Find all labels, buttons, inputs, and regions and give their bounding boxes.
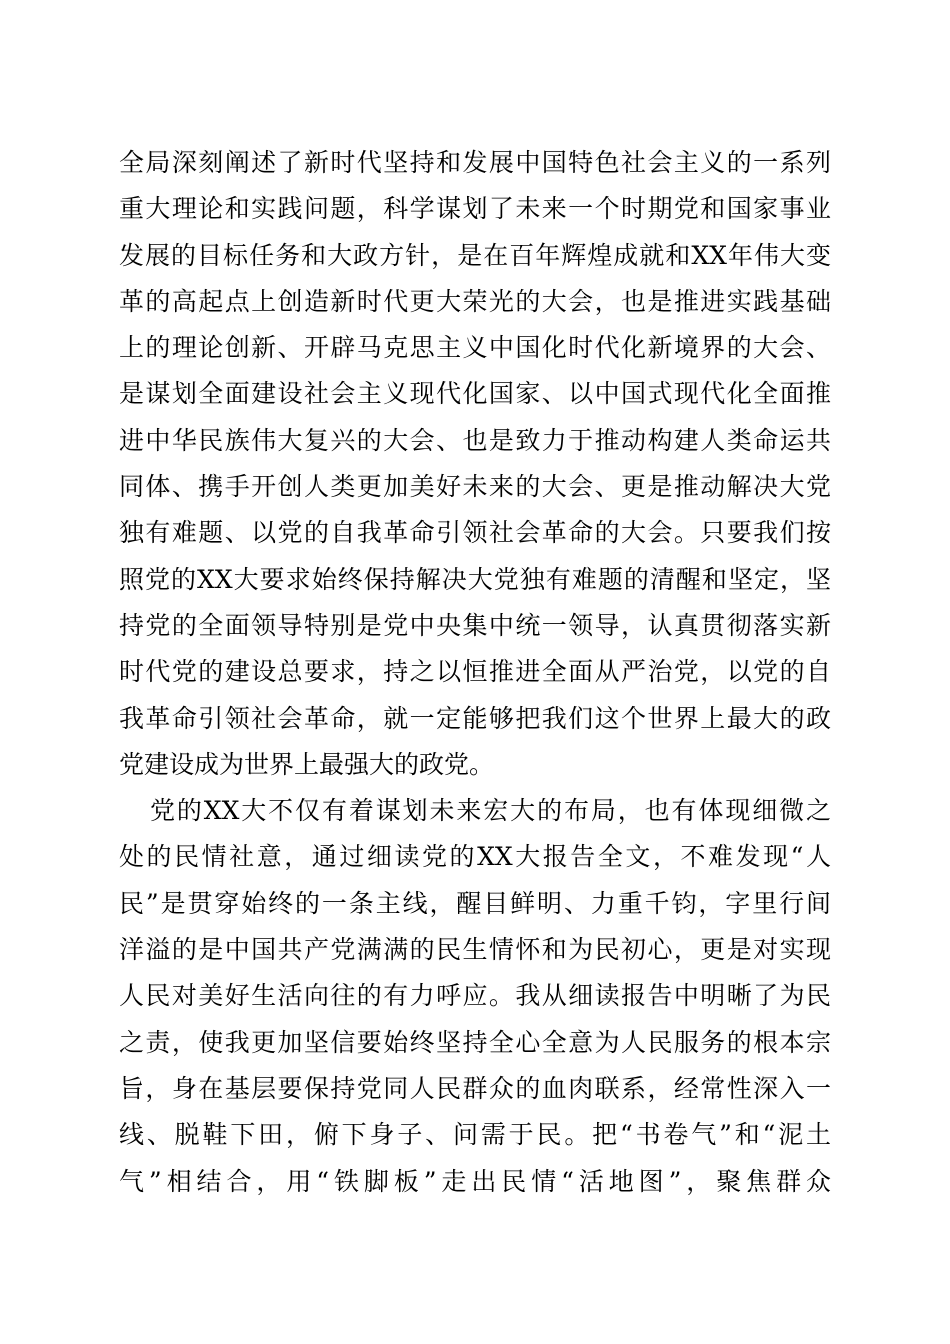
paragraph-line: 之责，使我更加坚信要始终坚持全心全意为人民服务的根本宗 (119, 1027, 831, 1057)
paragraph-line: 气”相结合，用“铁脚板”走出民情“活地图”，聚焦群众 (119, 1166, 831, 1196)
body-text (119, 140, 831, 1205)
paragraph-line: 党的XX大不仅有着谋划未来宏大的布局，也有体现细微之 (150, 796, 831, 826)
paragraph-2 (119, 788, 831, 1205)
paragraph-line: 旨，身在基层要保持党同人民群众的血肉联系，经常性深入一 (119, 1073, 831, 1103)
paragraph-line: 线、脱鞋下田，俯下身子、问需于民。把“书卷气”和“泥土 (119, 1120, 831, 1150)
paragraph-line: 革的高起点上创造新时代更大荣光的大会，也是推进实践基础 (119, 286, 831, 316)
paragraph-line: 时代党的建设总要求，持之以恒推进全面从严治党，以党的自 (119, 657, 831, 687)
paragraph-line: 持党的全面领导特别是党中央集中统一领导，认真贯彻落实新 (119, 610, 831, 640)
paragraph-line: 我革命引领社会革命，就一定能够把我们这个世界上最大的政 (119, 703, 831, 733)
paragraph-line: 处的民情社意，通过细读党的XX大报告全文，不难发现“人 (119, 842, 831, 872)
paragraph-line: 是谋划全面建设社会主义现代化国家、以中国式现代化全面推 (119, 379, 831, 409)
paragraph-line: 同体、携手开创人类更加美好未来的大会、更是推动解决大党 (119, 472, 831, 502)
paragraph-line: 人民对美好生活向往的有力呼应。我从细读报告中明晰了为民 (119, 981, 831, 1011)
paragraph-line: 上的理论创新、开辟马克思主义中国化时代化新境界的大会、 (119, 333, 831, 363)
paragraph-line: 照党的XX大要求始终保持解决大党独有难题的清醒和坚定，坚 (119, 564, 831, 594)
paragraph-line: 党建设成为世界上最强大的政党。 (119, 749, 495, 779)
paragraph-line: 民”是贯穿始终的一条主线，醒目鲜明、力重千钧，字里行间 (119, 888, 831, 918)
paragraph-1 (119, 140, 831, 788)
paragraph-line: 重大理论和实践问题，科学谋划了未来一个时期党和国家事业 (119, 194, 831, 224)
paragraph-line: 独有难题、以党的自我革命引领社会革命的大会。只要我们按 (119, 518, 831, 548)
paragraph-line: 进中华民族伟大复兴的大会、也是致力于推动构建人类命运共 (119, 425, 831, 455)
paragraph-line: 洋溢的是中国共产党满满的民生情怀和为民初心，更是对实现 (119, 935, 831, 965)
paragraph-line: 发展的目标任务和大政方针，是在百年辉煌成就和XX年伟大变 (119, 240, 831, 270)
paragraph-line: 全局深刻阐述了新时代坚持和发展中国特色社会主义的一系列 (119, 148, 831, 177)
